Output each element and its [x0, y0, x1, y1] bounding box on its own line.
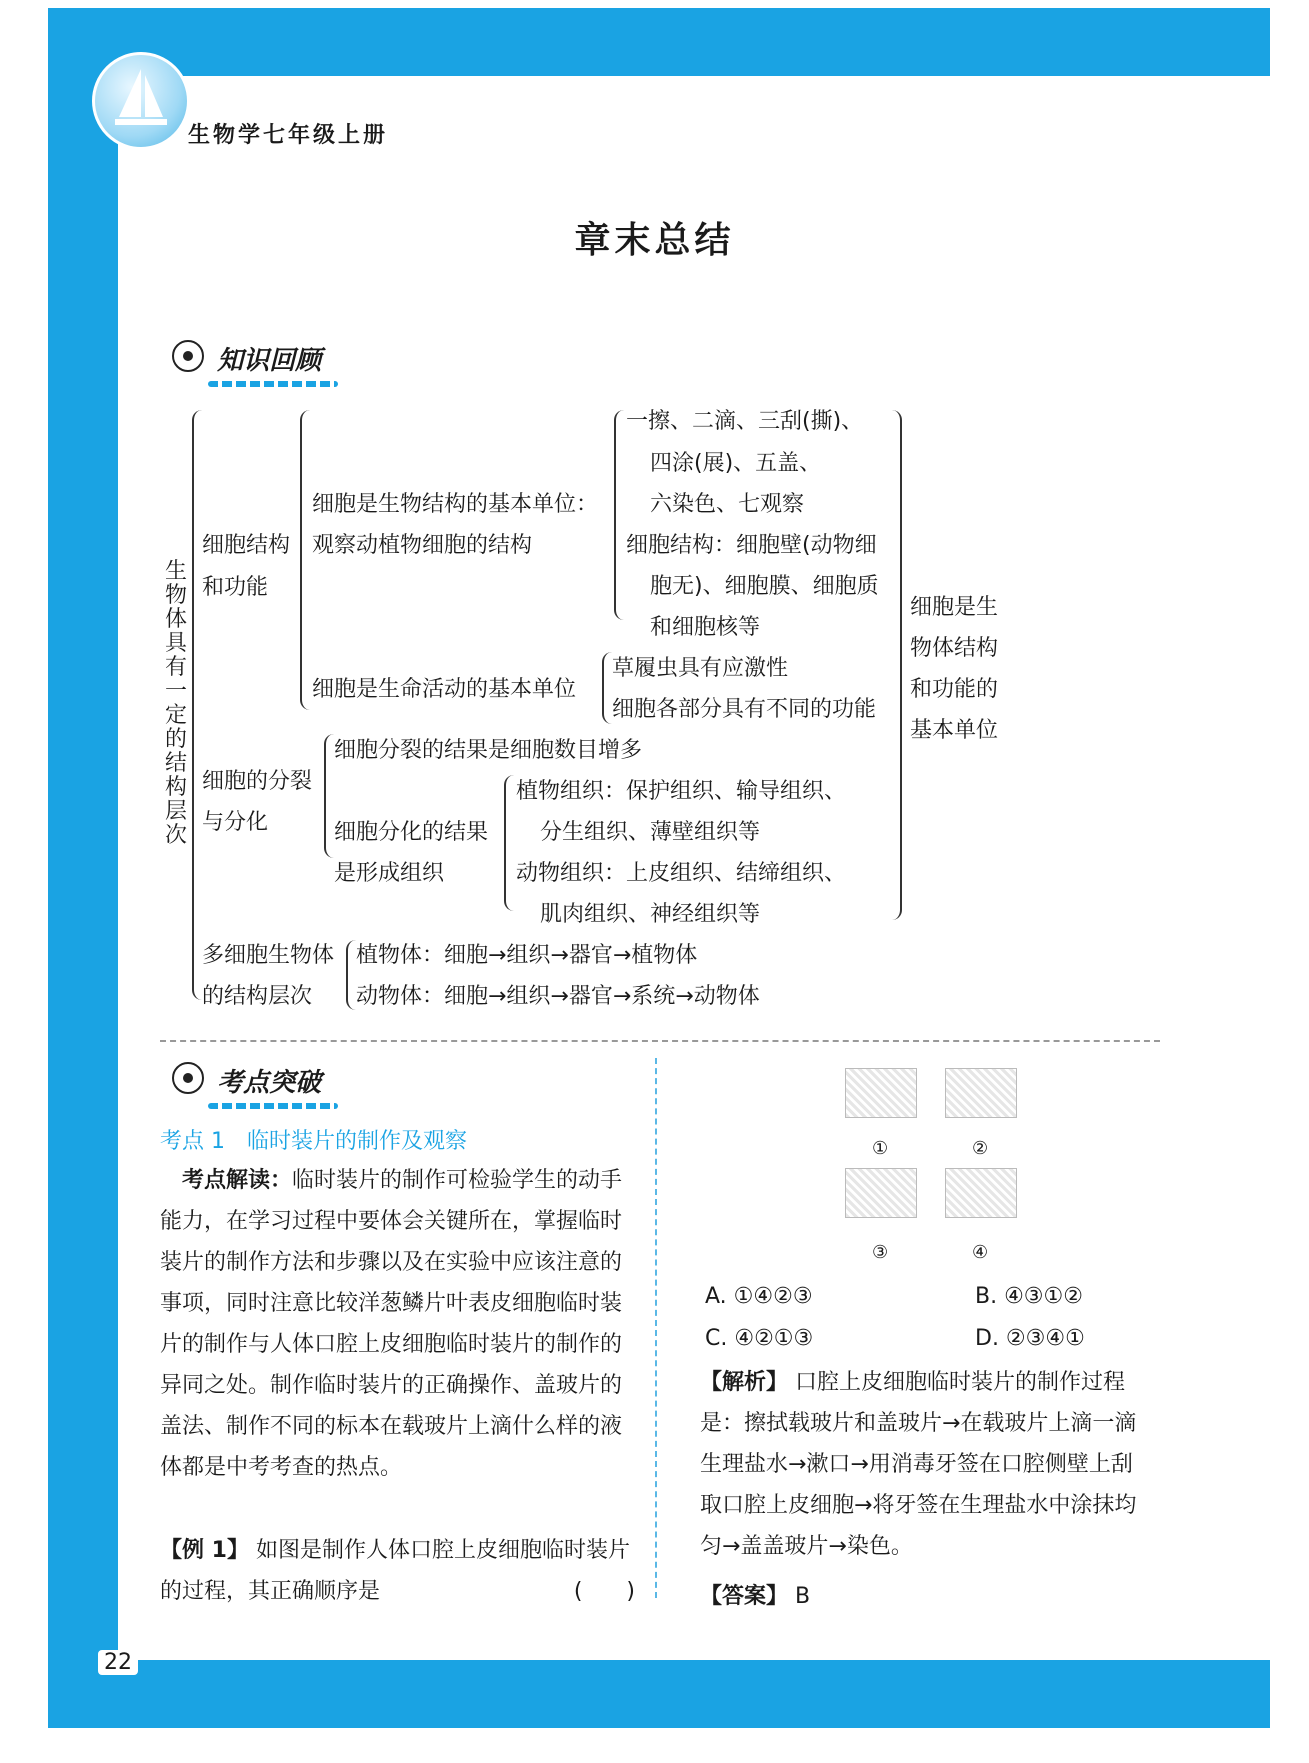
b1-1-line-b: 观察动植物细胞的结构 [312, 533, 533, 558]
top-bar [48, 8, 1270, 76]
example-text: 如图是制作人体口腔上皮细胞临时装片的过程，其正确顺序是 [160, 1538, 630, 1604]
figure-label-1: ① [872, 1138, 889, 1159]
b1-2-item-2: 细胞各部分具有不同的功能 [612, 697, 877, 722]
step-figure-1 [845, 1068, 917, 1118]
section-divider [160, 1040, 1160, 1042]
analysis-text: 口腔上皮细胞临时装片的制作过程是：擦拭载玻片和盖玻片→在载玻片上滴一滴生理盐水→漱口→用消毒牙签在口腔侧壁上刮取口腔上皮细胞→将牙签在生理盐水中涂抹均匀→盖盖玻片→染色。 [700, 1370, 1137, 1559]
branch-1-brace [300, 410, 312, 710]
left-bar [48, 8, 118, 1728]
branch-1-label-b: 和功能 [202, 575, 269, 600]
b1-2-brace [602, 652, 612, 724]
tissue-line-4: 肌肉组织、神经组织等 [540, 902, 761, 927]
point-1-title: 考点 1 临时装片的制作及观察 [160, 1129, 467, 1154]
figure-label-4: ④ [972, 1242, 989, 1263]
example-label: 【例 1】 [160, 1538, 249, 1563]
column-divider [655, 1058, 657, 1598]
b1-1-brace [614, 410, 626, 620]
conclusion-brace [890, 410, 902, 920]
branch-3-brace [346, 940, 356, 1010]
answer-value: B [795, 1584, 811, 1609]
b2-2-line-b: 是形成组织 [334, 861, 445, 886]
figure-label-3: ③ [872, 1242, 889, 1263]
point-1-label: 考点解读： [182, 1168, 293, 1193]
step-figure-3 [845, 1168, 917, 1218]
page-number: 22 [98, 1650, 138, 1675]
target-icon [172, 340, 204, 372]
book-title: 生物学七年级上册 [188, 123, 389, 148]
tissue-line-3: 动物组织：上皮组织、结缔组织、 [516, 861, 847, 886]
branch-2-label-a: 细胞的分裂 [202, 769, 313, 794]
struct-line-2: 胞无)、细胞膜、细胞质 [650, 574, 879, 599]
sailboat-logo-icon [92, 52, 190, 150]
page-title: 章末总结 [574, 220, 735, 261]
figure-label-2: ② [972, 1138, 989, 1159]
b1-2-item-1: 草履虫具有应激性 [612, 656, 789, 681]
option-b: B. ④③①② [975, 1284, 1083, 1309]
tissue-line-1: 植物组织：保护组织、输导组织、 [516, 779, 847, 804]
option-a: A. ①④②③ [705, 1284, 813, 1309]
b2-1-label: 细胞分裂的结果是细胞数目增多 [334, 738, 643, 763]
step-figure-2 [945, 1068, 1017, 1118]
conclusion-line-1: 细胞是生 [910, 595, 999, 620]
branch-3-label-b: 的结构层次 [202, 984, 313, 1009]
step-line-3: 六染色、七观察 [650, 492, 805, 517]
step-line-1: 一擦、二滴、三刮(撕)、 [626, 409, 864, 434]
b1-1-line-a: 细胞是生物结构的基本单位： [312, 492, 599, 517]
analysis [700, 1362, 1150, 1567]
branch-3-label-a: 多细胞生物体 [202, 943, 335, 968]
struct-line-3: 和细胞核等 [650, 615, 761, 640]
tissue-line-2: 分生组织、薄壁组织等 [540, 820, 761, 845]
b1-2-label: 细胞是生命活动的基本单位 [312, 677, 577, 702]
point-1-body: 临时装片的制作可检验学生的动手能力，在学习过程中要体会关键所在，掌握临时装片的制作方法和步骤以及在实验中应该注意的事项，同时注意比较洋葱鳞片叶表皮细胞临时装片的制作与人体口腔上皮细胞临时装片的制作的异同之处。制作临时装片的正确操作、盖玻片的盖法、制作不同的标本在载玻片上滴什么样的液体都是中考考查的热点。 [160, 1168, 623, 1480]
analysis-label: 【解析】 [700, 1370, 789, 1395]
conclusion-line-2: 物体结构 [910, 636, 999, 661]
b3-item-2: 动物体：细胞→组织→器官→系统→动物体 [356, 984, 760, 1009]
example-1 [160, 1530, 635, 1612]
review-heading: 知识回顾 [172, 340, 338, 387]
wave-decoration [208, 1103, 338, 1109]
target-icon [172, 1062, 204, 1094]
conclusion-line-3: 和功能的 [910, 677, 999, 702]
conclusion-line-4: 基本单位 [910, 718, 999, 743]
answer-label: 【答案】 [700, 1584, 789, 1609]
branch-1-label-a: 细胞结构 [202, 533, 291, 558]
answer [700, 1576, 810, 1617]
branch-2-label-b: 与分化 [202, 810, 269, 835]
point-1-text [160, 1160, 635, 1488]
option-d: D. ②③④① [975, 1326, 1085, 1351]
breakthrough-heading: 考点突破 [172, 1062, 338, 1109]
b3-item-1: 植物体：细胞→组织→器官→植物体 [356, 943, 698, 968]
root-brace [192, 410, 204, 1000]
answer-paren: ( ) [573, 1579, 635, 1604]
option-c: C. ④②①③ [705, 1326, 814, 1351]
struct-line-1: 细胞结构：细胞壁(动物细 [626, 533, 877, 558]
bottom-bar [48, 1660, 1270, 1728]
wave-decoration [208, 381, 338, 387]
b2-2-line-a: 细胞分化的结果 [334, 820, 489, 845]
step-figure-4 [945, 1168, 1017, 1218]
step-line-2: 四涂(展)、五盖、 [650, 451, 822, 476]
b2-2-brace [504, 775, 516, 911]
mindmap-root: 生物体具有一定的结构层次 [164, 559, 187, 848]
